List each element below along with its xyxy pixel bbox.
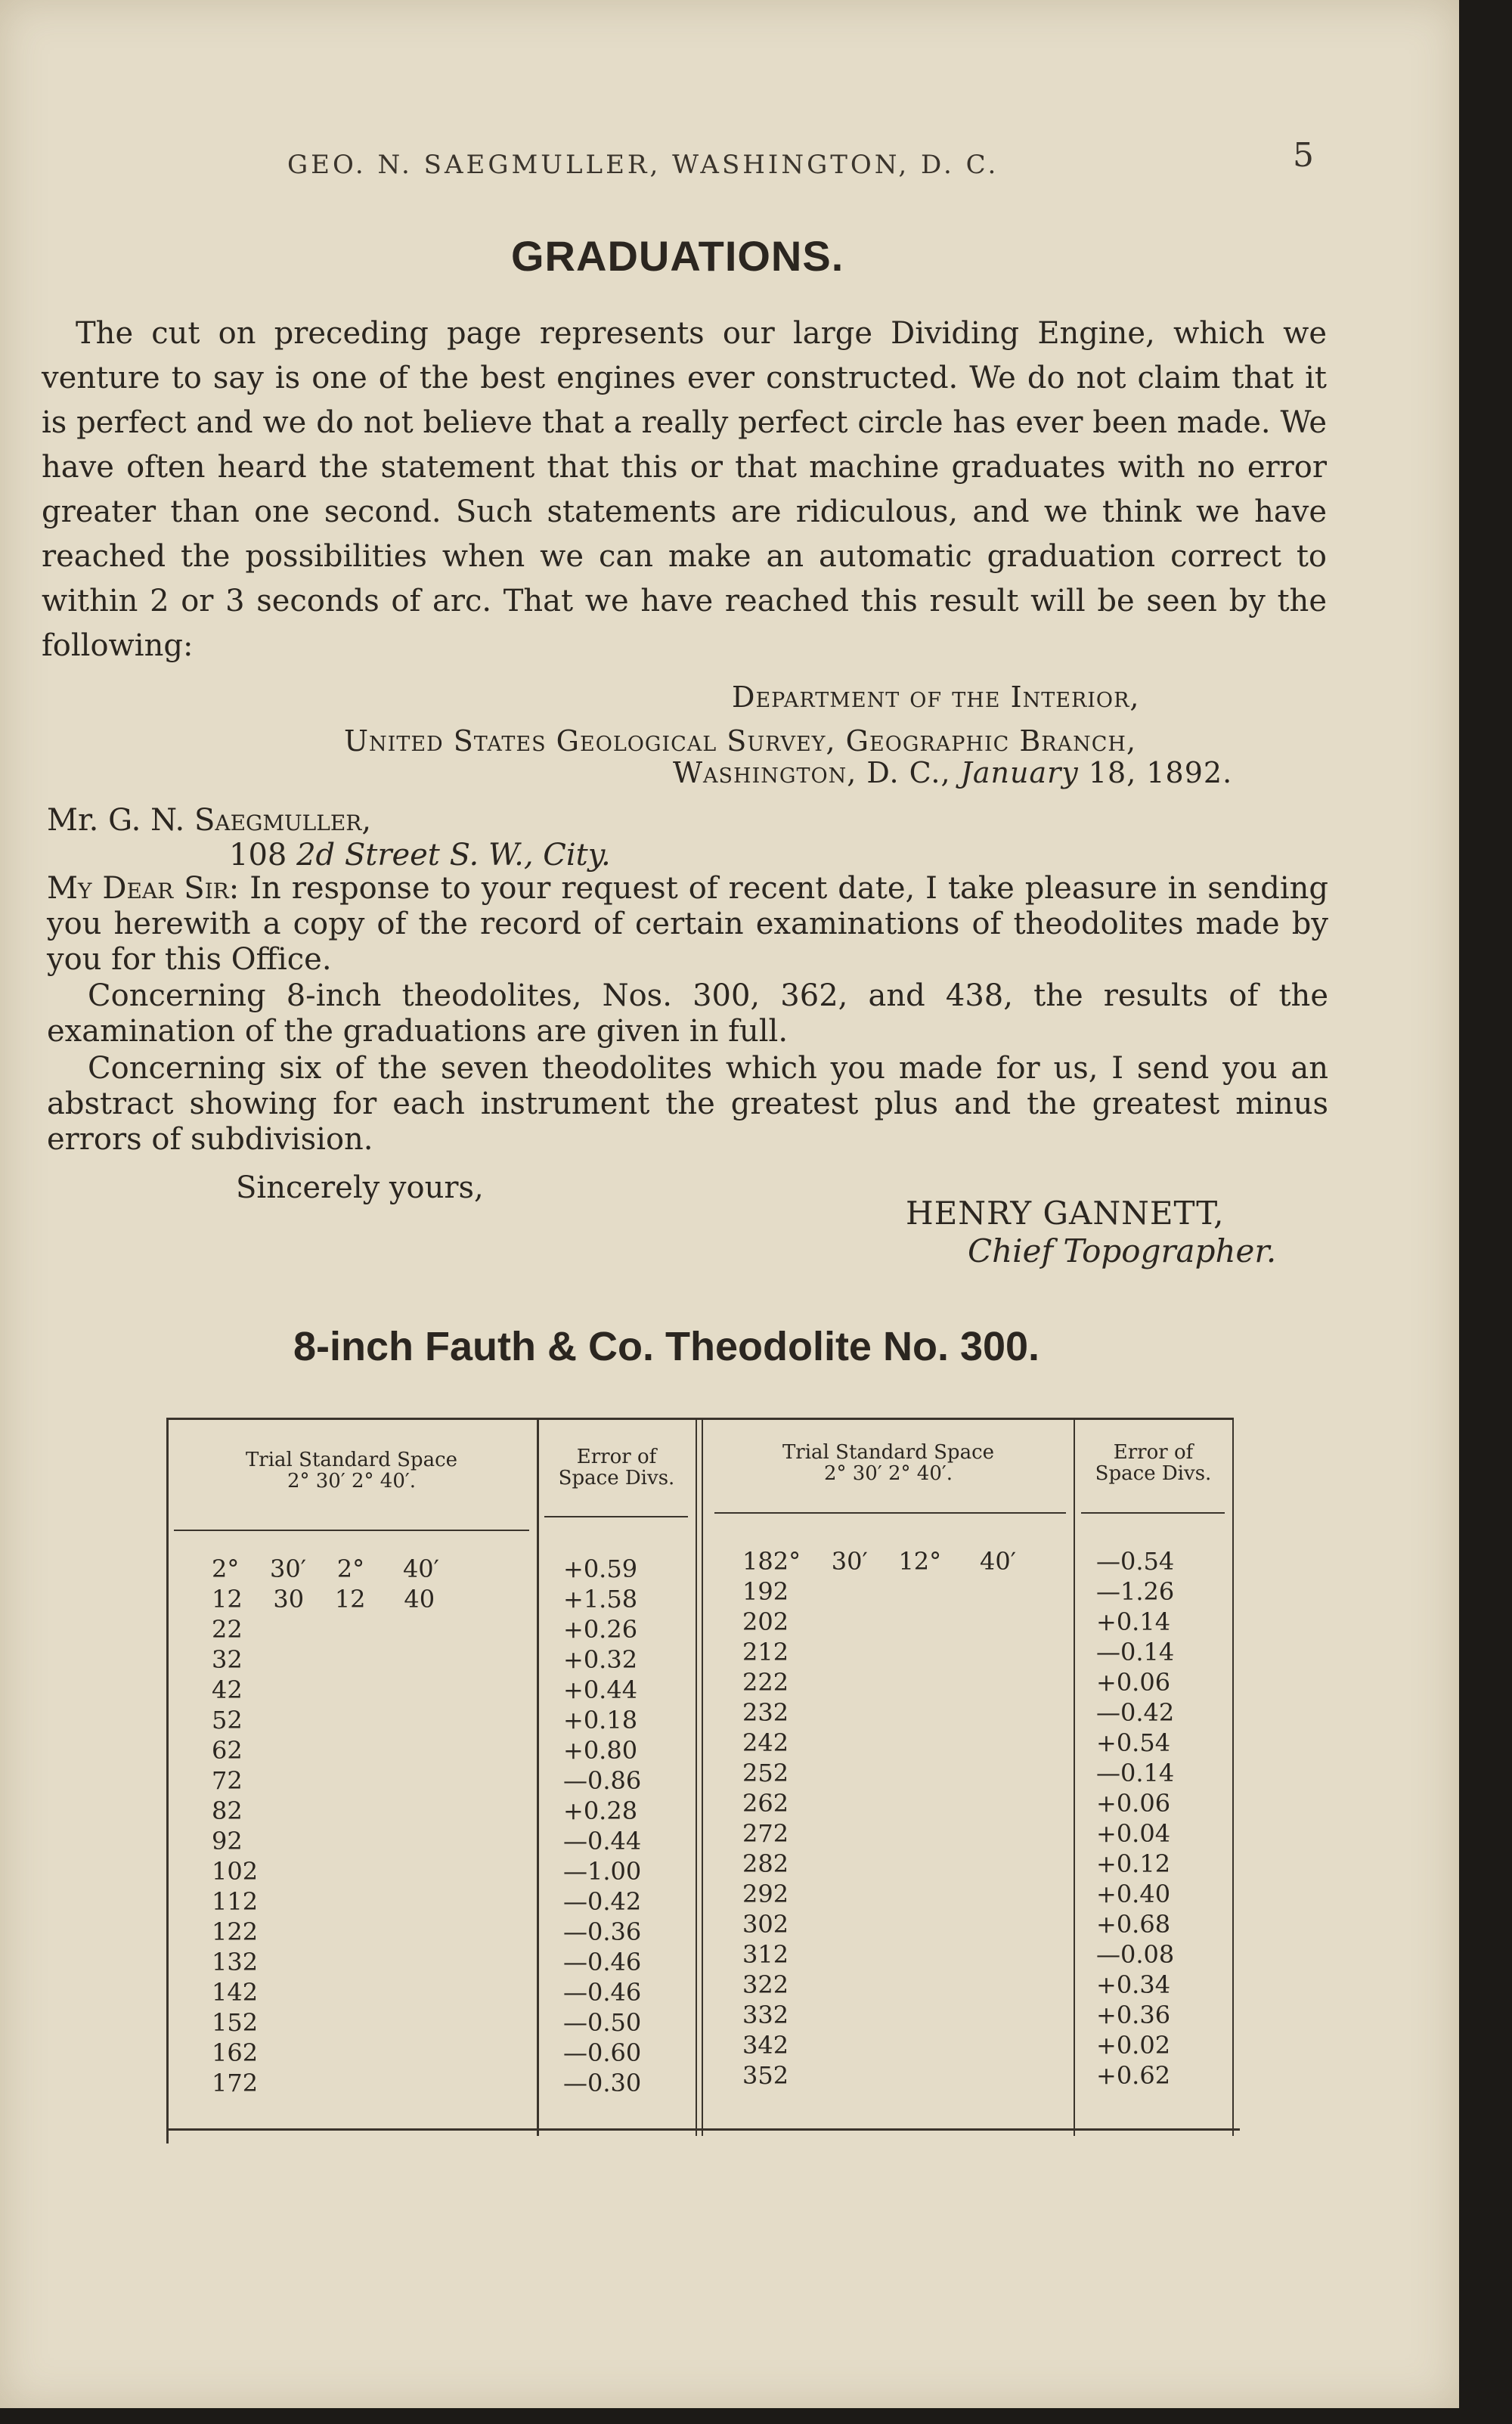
right-cell: +0.54	[1096, 1728, 1171, 1757]
letterhead-month: January	[960, 756, 1079, 789]
table-title: 8-inch Fauth & Co. Theodolite No. 300.	[293, 1324, 1040, 1369]
left-cell: 172	[212, 2069, 259, 2097]
table-left-rule	[166, 1418, 169, 2143]
left-cell: 52	[212, 1706, 243, 1734]
right-cell: 182° 30′ 12° 40′	[742, 1547, 1016, 1576]
signature-name: HENRY GANNETT,	[906, 1195, 1225, 1232]
header-rule	[544, 1516, 688, 1517]
table-col-rule	[696, 1418, 697, 2136]
header-rule	[714, 1512, 1066, 1514]
right-cell: 242	[742, 1728, 789, 1757]
table-right-rule	[1232, 1418, 1234, 2136]
letterhead-line2: United States Geological Survey, Geographic Branch,	[344, 724, 1137, 758]
left-cell: 42	[212, 1675, 243, 1704]
letterhead-city: Washington, D. C.,	[673, 756, 951, 789]
table-top-rule	[166, 1418, 1232, 1420]
header-right-error-label: Error of	[1113, 1441, 1194, 1464]
left-cell: +0.32	[563, 1645, 638, 1674]
right-cell: 292	[742, 1880, 789, 1908]
left-cell: —0.60	[563, 2038, 642, 2067]
letter-paragraph-2: Concerning 8-inch theodolites, Nos. 300, 362, and 438, the results of the examination of the graduations are given in full.	[47, 978, 1328, 1049]
left-cell: +0.80	[563, 1736, 638, 1765]
left-cell: +0.26	[563, 1615, 638, 1644]
header-right-space	[707, 1442, 1070, 1484]
right-cell: 192	[742, 1577, 789, 1606]
letter-paragraph-3: Concerning six of the seven theodolites which you made for us, I send you an abstract showing for each instrument the greatest plus and the greatest minus errors of subdivision.	[47, 1051, 1328, 1157]
signature-title: Chief Topographer.	[968, 1232, 1277, 1269]
running-head: GEO. N. SAEGMULLER, WASHINGTON, D. C.	[287, 150, 999, 180]
header-right-space-label: Trial Standard Space	[782, 1441, 995, 1464]
left-error-column	[563, 1554, 692, 2098]
right-cell: —0.14	[1096, 1759, 1175, 1787]
right-cell: —1.26	[1096, 1577, 1175, 1606]
right-cell: 222	[742, 1668, 789, 1697]
right-cell: +0.68	[1096, 1910, 1171, 1939]
address-number: 108	[229, 838, 287, 873]
right-cell: 232	[742, 1698, 789, 1727]
letterhead-line1: Department of the Interior,	[732, 680, 1140, 714]
address-street: 2d Street S. W., City.	[296, 838, 611, 873]
table-bottom-rule	[166, 2128, 1240, 2131]
left-cell: 72	[212, 1766, 243, 1795]
letterhead-line3	[673, 756, 1232, 789]
table-col-rule	[1074, 1418, 1075, 2136]
left-cell: +0.59	[563, 1555, 638, 1583]
left-cell: 122	[212, 1917, 259, 1946]
header-left-error-label: Error of	[576, 1446, 657, 1468]
right-cell: —0.14	[1096, 1638, 1175, 1666]
left-cell: +0.44	[563, 1675, 638, 1704]
left-cell: 152	[212, 2008, 259, 2037]
letter-para1-text: : In response to your request of recent date, I take pleasure in sending you herewith a copy of the record of certain examinations of theodolites made by you for this Office.	[47, 871, 1328, 977]
left-cell: +0.28	[563, 1796, 638, 1825]
right-cell: +0.06	[1096, 1668, 1171, 1697]
page-number: 5	[1293, 136, 1314, 175]
addressee-address	[229, 838, 611, 873]
right-cell: +0.40	[1096, 1880, 1171, 1908]
right-cell: 322	[742, 1970, 789, 1999]
letterhead-date: 18, 1892.	[1088, 756, 1233, 789]
left-cell: —0.50	[563, 2008, 642, 2037]
left-cell: 12 30 12 40	[212, 1585, 435, 1613]
right-cell: +0.34	[1096, 1970, 1171, 1999]
header-left-error	[539, 1446, 694, 1489]
left-cell: 162	[212, 2038, 259, 2067]
right-cell: 272	[742, 1819, 789, 1848]
left-cell: —0.46	[563, 1948, 642, 1976]
left-cell: 32	[212, 1645, 243, 1674]
right-cell: —0.08	[1096, 1940, 1175, 1969]
right-cell: +0.02	[1096, 2031, 1171, 2060]
right-error-column	[1096, 1546, 1225, 2091]
left-cell: +0.18	[563, 1706, 638, 1734]
right-cell: 312	[742, 1940, 789, 1969]
header-rule	[1081, 1512, 1225, 1514]
header-left-space	[174, 1449, 529, 1492]
right-cell: —0.42	[1096, 1698, 1175, 1727]
header-left-space-sub: 2° 30′ 2° 40′.	[287, 1470, 417, 1493]
right-cell: 332	[742, 2001, 789, 2029]
left-cell: —0.42	[563, 1887, 642, 1916]
header-right-error	[1076, 1442, 1231, 1484]
section-title: GRADUATIONS.	[511, 232, 844, 280]
left-cell: 102	[212, 1857, 259, 1886]
left-cell: —0.86	[563, 1766, 642, 1795]
right-cell: +0.12	[1096, 1849, 1171, 1878]
right-cell: +0.36	[1096, 2001, 1171, 2029]
left-cell: 132	[212, 1948, 259, 1976]
right-cell: 212	[742, 1638, 789, 1666]
right-cell: 302	[742, 1910, 789, 1939]
intro-paragraph: The cut on preceding page represents our large Dividing Engine, which we venture to say is one of the best engines ever constructed. We do not claim that it is perfect and we do not believe that a really perfect circle has ever been made. We have often heard the statement that this or that machine graduates with no error greater than one second. Such statements are ridiculous, and we think we have reached the possibilities when we can make an automatic graduation correct to within 2 or 3 seconds of arc. That we have reached this result will be seen by the following:	[42, 316, 1327, 663]
addressee-prefix: Mr. G. N.	[47, 803, 185, 838]
header-right-error-sub: Space Divs.	[1095, 1462, 1212, 1485]
table-col-rule	[537, 1418, 539, 2136]
left-space-column	[212, 1554, 529, 2098]
left-cell: 92	[212, 1827, 243, 1855]
left-cell: 2° 30′ 2° 40′	[212, 1555, 439, 1583]
left-cell: —1.00	[563, 1857, 642, 1886]
right-cell: 282	[742, 1849, 789, 1878]
left-cell: —0.44	[563, 1827, 642, 1855]
letter-closing: Sincerely yours,	[236, 1170, 484, 1205]
right-cell: 252	[742, 1759, 789, 1787]
left-cell: —0.36	[563, 1917, 642, 1946]
left-cell: 142	[212, 1978, 259, 2007]
letter-paragraph-1	[47, 871, 1328, 978]
addressee-name	[47, 803, 371, 838]
right-cell: 202	[742, 1607, 789, 1636]
addressee-surname: Saegmuller,	[194, 803, 372, 838]
header-left-space-label: Trial Standard Space	[245, 1449, 458, 1471]
right-cell: +0.06	[1096, 1789, 1171, 1818]
right-cell: 262	[742, 1789, 789, 1818]
graduation-table	[166, 1418, 1238, 2143]
right-space-column	[742, 1546, 1067, 2091]
left-cell: 22	[212, 1615, 243, 1644]
header-rule	[174, 1530, 529, 1531]
header-left-error-sub: Space Divs.	[558, 1467, 675, 1489]
right-cell: +0.62	[1096, 2061, 1171, 2090]
left-cell: 82	[212, 1796, 243, 1825]
left-cell: —0.30	[563, 2069, 642, 2097]
right-cell: +0.14	[1096, 1607, 1171, 1636]
right-cell: 342	[742, 2031, 789, 2060]
left-cell: +1.58	[563, 1585, 638, 1613]
left-cell: 112	[212, 1887, 259, 1916]
salutation: My Dear Sir	[47, 871, 229, 906]
table-col-rule	[702, 1418, 703, 2136]
right-cell: —0.54	[1096, 1547, 1175, 1576]
header-right-space-sub: 2° 30′ 2° 40′.	[823, 1462, 953, 1485]
left-cell: 62	[212, 1736, 243, 1765]
left-cell: —0.46	[563, 1978, 642, 2007]
right-cell: +0.04	[1096, 1819, 1171, 1848]
right-cell: 352	[742, 2061, 789, 2090]
